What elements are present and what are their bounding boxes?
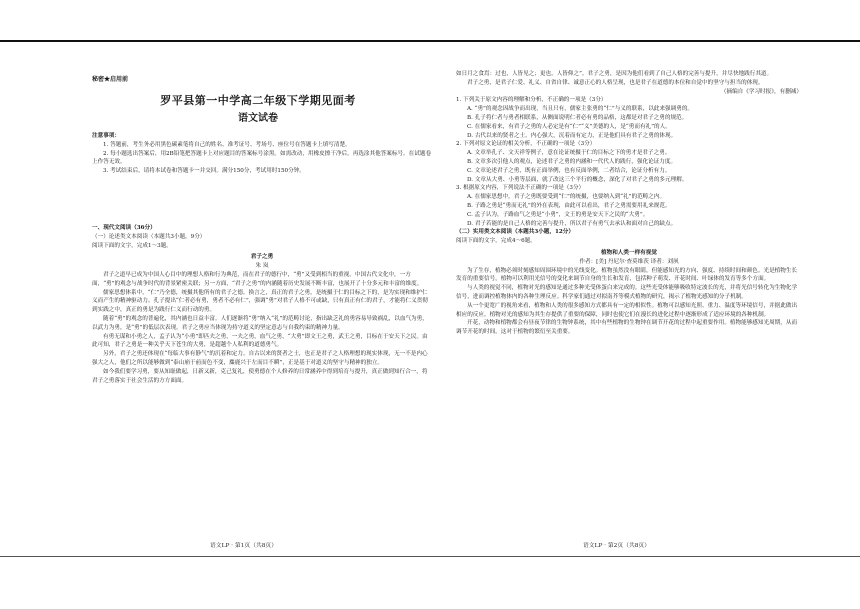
question-option: A. “勇”的观念因战争而出现，当且只有，儒家主张勇的“仁”与义的联系，以此来强调勇的。 [467,106,694,113]
article-continuation: 如日月之食焉：过也，人皆见之；更也，人皆仰之”。君子之勇，是因为他们看到了自己人格的完善与提升，并尽快地践行其道。 [456,71,773,77]
notes-section [92,132,432,176]
question-option: C. 文章论述君子之勇，既有正面举例，也有反面举例，二者结合，论证分析有力。 [467,167,671,174]
footer-right: 语文LP · 第2页（共8页） [583,543,651,549]
note-item: 3. 考试结束后，请将本试卷和答题卡一并交回。满分150分，考试用时150分钟。 [103,168,305,175]
exam-subtitle: 语文试卷 [238,113,278,124]
footer-left: 语文LP · 第1页（共8页） [210,543,278,549]
article-paragraph: 另外，君子之勇还体现在“每临大事有静气”的沉着和定力。自古以来的贤者之士，也正是君子之人格理想的现实体现，无一不是内心强大之人，他们之所以能够做到“泰山崩于前而色不变，麋鹿兴于左而目不瞬”，正是基于对道义的坚守与精神的独立。 [92,351,428,366]
question-option: D. 古代以来的贤者之士，内心强大，沉着而有定力，正是他们具有君子之勇的体现。 [467,132,677,139]
question-stem: 2. 下列对原文论证的相关分析，不正确的一项是（3分） [456,141,596,148]
article-paragraph: 儒家思想体系中，“仁”乃全德，统摄其他所有的君子之德。换言之，真正的君子之勇，是统摄于仁的目标之下的，是为实现和维护仁义而产生的精神驱动力。孔子提出“仁者必有勇，勇者不必有仁”，强调“勇”对君子人格不可或缺，只有真正有仁的君子，才能将仁义贯彻到实践之中，真正的勇是为践行仁义而行动的勇。 [92,289,428,314]
article-paragraph: 有勇无谋和小勇之人，孟子认为“小勇”即匹夫之勇，一夫之勇，血气之勇，“大勇”即文王之勇，武王之勇，目标在于安天下之民。由此可知，君子之勇是一种关乎天下苍生的大勇，是超越个人私利的道德勇气。 [92,333,428,349]
article-paragraph: 如今我们要学习勇，要从知耻做起，日新又新，克己复礼，使勇德在个人修养的日常涵养中得到培育与提升，真正做到知行合一，将君子之勇落实于社会生活的方方面面。 [92,368,428,384]
question-option: D. 君子若能的是自己人格的完善与提升，所以君子有勇气去承认和面对自己的缺点。 [467,220,677,227]
question-option: B. 文章多次引他人的观点，论述君子之勇的内涵和一代代人的践行，强化论证力度。 [467,158,677,165]
top-border [0,40,860,42]
article2-paragraph: 与人类的视觉不同，植物对光的感知是通过多种光受体蛋白来完成的。这些光受体能够吸收特定波长的光，并将光信号转化为生物化学信号，进而调控植物体内的各种生理反应。科学家们通过对拟南芥等模式植物的研究，揭示了植物光感知的分子机制。 [456,285,798,300]
section1-sub1: （一）论述类文本阅读（本题共3小题，9分） [92,233,206,240]
article-paragraph: 随着“勇”的观念的普遍化，其内涵也日益丰富。人们逐渐将“勇”纳入“礼”的范畴讨论，指出缺乏礼的勇容易导致祸乱，以血气为勇，以武力为勇，是“勇”的低层次表现。君子之勇应当体现为持守道义的坚定意志与自我约束的精神力量。 [92,315,428,331]
question-stem: 3. 根据原文内容，下列说法不正确的一项是（3分） [456,185,585,192]
article2-title: 植物和人类一样有视觉 [601,249,657,256]
section1-heading: 一、现代文阅读（36分） [92,225,156,231]
question-stem: 1. 下列关于原文内容的理解和分析，不正确的一项是（3分） [456,97,607,104]
question-option: D. 文章从大勇、小勇等层面，就了改这三个平行的概念，深化了对君子之勇的多元理解。 [467,176,688,183]
section1-instruction: 阅读下面的文字，完成1～3题。 [92,242,172,249]
article2-paragraph: 开花，动物和植物都会有昼夜节律的生物钟系统，其中有些植物的生物钟在调节开花的过程中起重要作用。植物能够感知光周期，从而调节开花的时间，这对于植物的繁衍至关重要。 [456,320,798,336]
question-option: A. 在儒家思想中，君子之勇既要受到“仁”的统摄，也要纳入到“礼”的范畴之内。 [467,194,666,201]
article-title: 君子之勇 [250,254,274,261]
question-option: B. 子路之勇是“勇而无礼”的外在表现，由此可以看出，君子之勇需要用礼来规范。 [467,202,671,209]
right-column [456,70,802,337]
section1-instruction2: 阅读下面的文字，完成4～6题。 [456,238,536,245]
bottom-border [0,556,860,557]
article-author: 朱 岚 [255,263,269,270]
section1 [92,224,432,385]
note-item: 1. 答题前，考生务必用黑色碳素笔将自己的姓名、准考证号、考场号、座位号在答题卡上填写清楚。 [103,141,351,148]
article-paragraph: 君子之勇，是君子仁爱、礼义、自省自律、诚意正心的人格呈现，也是君子在道德的本位和自觉中的坚守与担当的体现。 [467,79,764,86]
article-paragraph: 君子之道早已成为中国人心目中的理想人格和行为典范，而在君子的德行中，“勇”又受到相当的重视。中国古代文化中，一方面，“勇”的观念与战争时代的背景紧密关联；另一方面，“君子之勇”的内涵随着历史发展不断丰富，也展开了十分多元和丰富的维度。 [92,271,423,287]
note-item: 2. 每小题选出答案后，用2B铅笔把答题卡上对应题目的答案标号涂黑。如需改动，用橡皮擦干净后，再选涂其他答案标号。在试题卷上作答无效。 [92,150,432,166]
article2-author: 作者：[美] 丹尼尔·查莫维茨 译者：刘夙 [579,258,679,265]
question-option: C. 在儒家看来，有君子之勇的人必定是有“仁”“义”美德的人，是“勇而有礼”的人。 [467,123,671,130]
exam-title: 罗平县第一中学高二年级下学期见面考 [160,94,356,107]
article2-paragraph: 从一个更宽广的视角来看，植物和人类的很多感知方式都具有一定的相似性。植物可以感知光照、重力、温度等环境信号，并据此做出相应的反应。植物对光的感知为其生存提供了重要的保障，同时也使它们在漫长的进化过程中逐渐形成了适应环境的各种机制。 [456,302,798,318]
secret-label: 秘密★启用前 [92,76,129,83]
question-option: A. 文章举孔子、文天祥等例子，意在论证统摄于仁的目标之下的勇才是君子之勇。 [467,150,671,157]
notes-heading: 注意事项： [92,133,120,139]
question-option: C. 孟子认为，子路血气之勇是“小勇”，文王的勇是安天下之民的“大勇”。 [467,211,649,218]
article2-paragraph: 为了生存，植物必须时刻感知周围环境中的光线变化。植物虽然没有眼睛，但能感知光的方向、强度、持续时间和颜色。光是植物生长发育的重要信号，植物可以利用光信号的变化来调节自身的生长和发育，包括种子萌发、开花时间、叶绿体的发育等多个方面。 [456,267,798,283]
question-option: B. 孔子将仁者与勇者相联系，从侧面说明仁者必有勇的品格，这都是对君子之勇的规范。 [467,114,688,121]
article-source: （摘编自《学习时报》，有删减） [720,88,802,95]
section1-sub2: （二）实用类文本阅读（本题共3小题，12分） [456,229,574,236]
